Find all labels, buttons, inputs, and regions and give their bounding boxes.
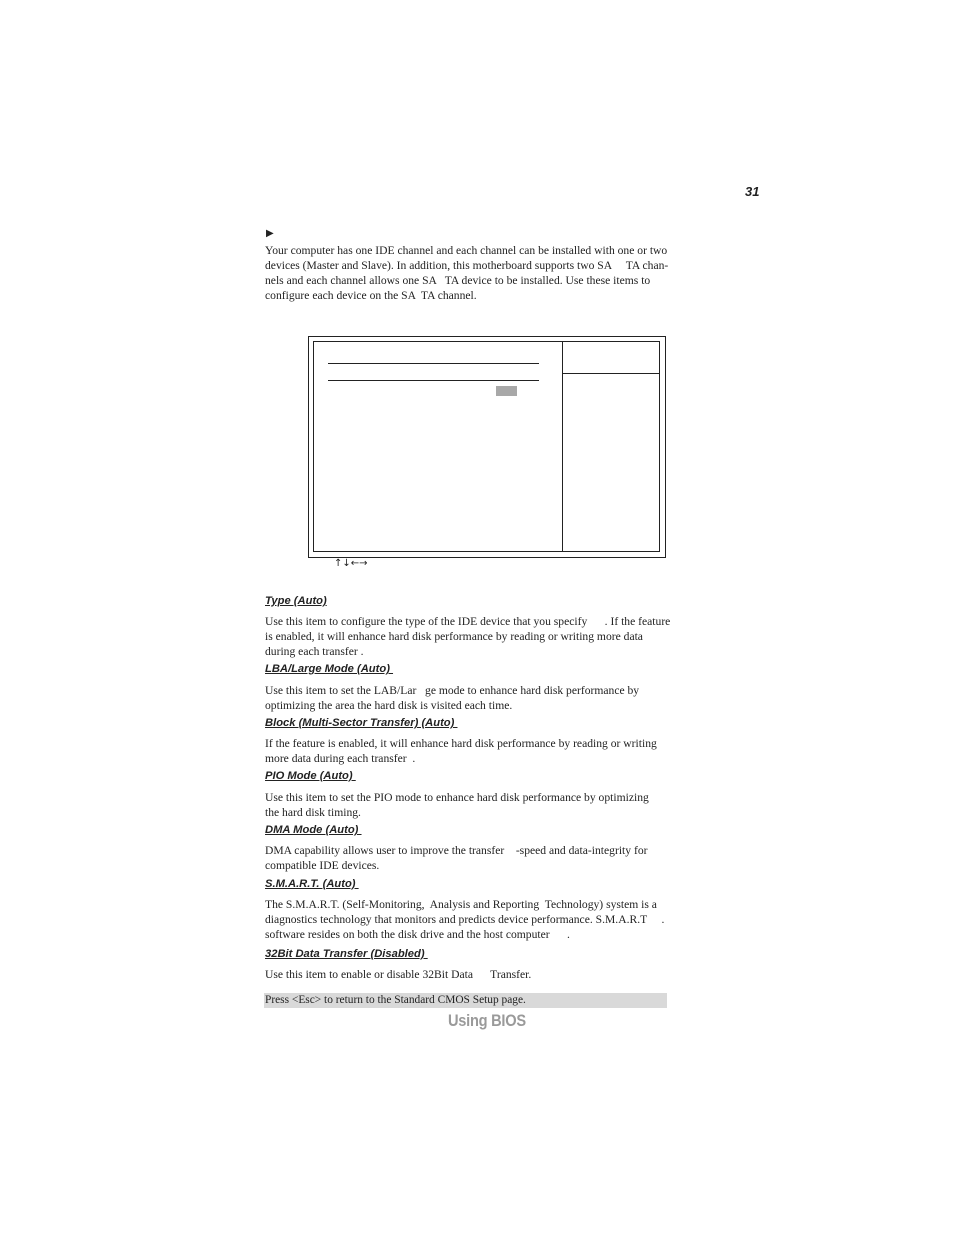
footer-title: Using BIOS <box>448 1011 526 1030</box>
intro-paragraph <box>265 243 713 303</box>
body-line: software resides on both the disk drive and the host computer . <box>265 928 570 941</box>
body-line: the hard disk timing. <box>265 806 361 819</box>
body-line: Use this item to configure the type of the IDE device that you specify . If the feature <box>265 615 671 628</box>
esc-return-note: Press <Esc> to return to the Standard CMOS Setup page. <box>264 993 667 1008</box>
bios-settings-panel <box>313 341 563 552</box>
intro-line: nels and each channel allows one SA TA device to be installed. Use these items to <box>265 274 651 287</box>
section-heading-block: Block (Multi-Sector Transfer) (Auto) <box>265 717 458 729</box>
intro-line: devices (Master and Slave). In addition, this motherboard supports two SA TA chan- <box>265 259 669 272</box>
page-number: 31 <box>745 184 760 199</box>
body-line: is enabled, it will enhance hard disk performance by reading or writing more data <box>265 630 643 643</box>
section-body-dma <box>265 843 713 873</box>
body-line: compatible IDE devices. <box>265 859 380 872</box>
section-heading-pio: PIO Mode (Auto) <box>265 770 356 782</box>
triangle-right-icon: ▶ <box>266 228 274 239</box>
bios-separator-line <box>328 380 539 381</box>
section-body-block <box>265 736 713 766</box>
body-line: diagnostics technology that monitors and predicts device performance. S.M.A.R.T . <box>265 913 665 926</box>
body-line: If the feature is enabled, it will enhance hard disk performance by reading or writing <box>265 737 657 750</box>
bios-help-divider <box>562 373 659 374</box>
body-line: more data during each transfer . <box>265 752 416 765</box>
body-line: Use this item to set the LAB/Lar ge mode to enhance hard disk performance by <box>265 684 640 697</box>
section-heading-lba: LBA/Large Mode (Auto) <box>265 663 394 675</box>
body-line: Use this item to enable or disable 32Bit Data Transfer. <box>265 968 532 981</box>
section-heading-dma: DMA Mode (Auto) <box>265 824 362 836</box>
section-heading-smart: S.M.A.R.T. (Auto) <box>265 878 359 890</box>
section-body-pio <box>265 790 713 820</box>
bios-separator-line <box>328 363 539 364</box>
body-line: Use this item to set the PIO mode to enhance hard disk performance by optimizing <box>265 791 649 804</box>
intro-line: Your computer has one IDE channel and each channel can be installed with one or two <box>265 244 668 257</box>
section-body-32bit <box>265 967 713 982</box>
body-line: DMA capability allows user to improve the transfer -speed and data-integrity for <box>265 844 648 857</box>
section-heading-type: Type (Auto) <box>265 595 327 607</box>
arrow-keys-icon: ↑↓←→ <box>334 558 368 569</box>
bios-selected-value-highlight <box>496 386 517 396</box>
section-body-lba <box>265 683 713 713</box>
section-heading-32bit: 32Bit Data Transfer (Disabled) <box>265 948 428 960</box>
section-body-type <box>265 614 713 659</box>
intro-line: configure each device on the SA TA channel. <box>265 289 477 302</box>
body-line: during each transfer . <box>265 645 364 658</box>
section-body-smart <box>265 897 713 942</box>
body-line: optimizing the area the hard disk is visited each time. <box>265 699 513 712</box>
body-line: The S.M.A.R.T. (Self-Monitoring, Analysis and Reporting Technology) system is a <box>265 898 657 911</box>
